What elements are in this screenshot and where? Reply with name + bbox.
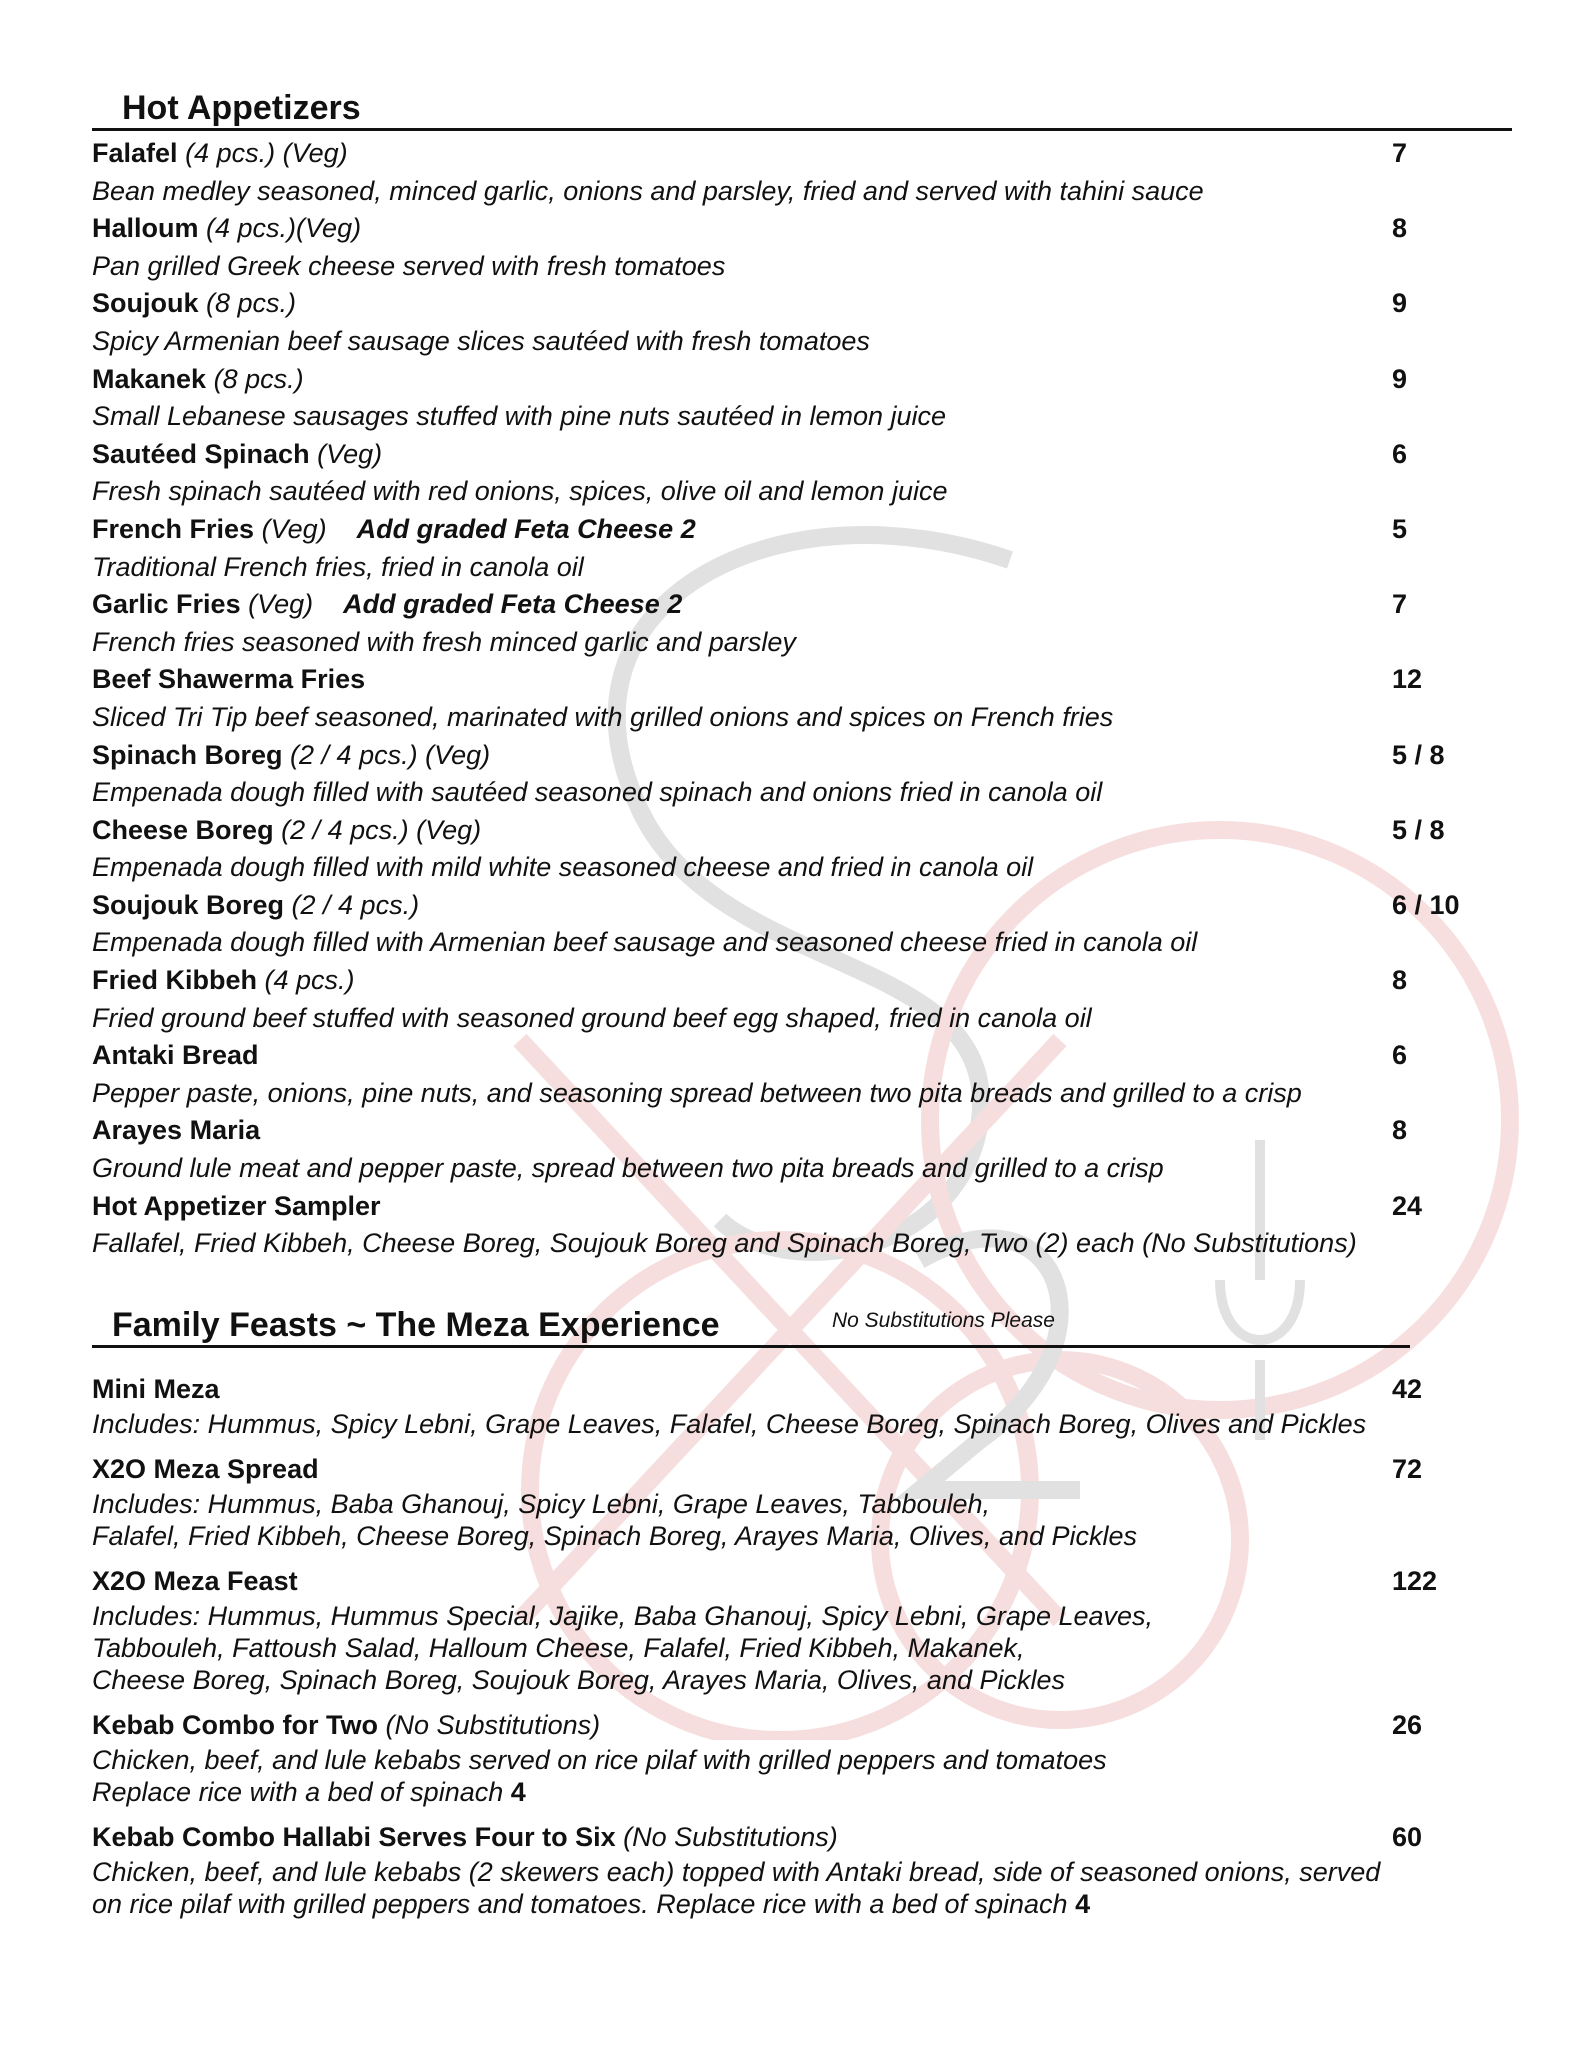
item-description: Ground lule meat and pepper paste, spread between two pita breads and grilled to a crisp	[92, 1153, 1164, 1184]
item-price: 6	[1392, 438, 1408, 469]
item-name: Kebab Combo Hallabi Serves Four to Six	[92, 1821, 616, 1852]
item-description: Empenada dough filled with mild white seasoned cheese and fried in canola oil	[92, 852, 1034, 883]
item-price: 72	[1392, 1453, 1423, 1484]
menu-item-header	[92, 586, 1492, 624]
menu-item-header	[92, 737, 1492, 775]
item-name: Arayes Maria	[92, 1115, 261, 1146]
item-price: 26	[1392, 1709, 1423, 1740]
item-price: 5 / 8	[1392, 739, 1445, 770]
menu-item-header	[92, 1706, 1492, 1744]
menu-item	[92, 511, 1492, 586]
section-title-text: Hot Appetizers	[122, 89, 361, 127]
item-qualifier: (Veg)	[248, 589, 314, 620]
item-description-line: Falafel, Fried Kibbeh, Cheese Boreg, Spinach Boreg, Arayes Maria, Olives, and Pickles	[92, 1520, 1138, 1551]
menu-item-title	[92, 1370, 220, 1408]
item-price: 6 / 10	[1392, 889, 1460, 920]
menu-item	[92, 1450, 1492, 1552]
menu-item-title	[92, 737, 490, 775]
item-addon: Add graded Feta Cheese 2	[356, 513, 696, 544]
menu-item-header	[92, 210, 1492, 248]
item-description-line: Chicken, beef, and lule kebabs (2 skewers each) topped with Antaki bread, side of seasoned onions, served	[92, 1856, 1381, 1887]
item-qualifier: (Veg)	[261, 513, 327, 544]
item-qualifier: (No Substitutions)	[385, 1709, 601, 1740]
menu-item-header	[92, 135, 1492, 173]
menu-item	[92, 361, 1492, 436]
menu-page	[92, 88, 1492, 1920]
menu-item-title	[92, 1450, 319, 1488]
item-price: 12	[1392, 664, 1423, 695]
item-description: Pepper paste, onions, pine nuts, and seasoning spread between two pita breads and grilled to a crisp	[92, 1077, 1302, 1108]
menu-item	[92, 1706, 1492, 1808]
menu-item	[92, 737, 1492, 812]
item-price: 5 / 8	[1392, 814, 1445, 845]
item-name: Kebab Combo for Two	[92, 1709, 378, 1740]
item-description-line: Includes: Hummus, Baba Ghanouj, Spicy Lebni, Grape Leaves, Tabbouleh,	[92, 1488, 991, 1519]
item-price: 8	[1392, 1115, 1408, 1146]
menu-item-header	[92, 1037, 1492, 1075]
item-description: Bean medley seasoned, minced garlic, onions and parsley, fried and served with tahini sauce	[92, 175, 1204, 206]
item-name: Cheese Boreg	[92, 814, 274, 845]
menu-item-header	[92, 1188, 1492, 1226]
item-qualifier: (8 pcs.)	[213, 363, 304, 394]
family-feasts-list	[92, 1370, 1492, 1920]
menu-item-header	[92, 1112, 1492, 1150]
menu-item-header	[92, 511, 1492, 549]
item-description: Empenada dough filled with sautéed seasoned spinach and onions fried in canola oil	[92, 777, 1103, 808]
item-name: Halloum	[92, 213, 199, 244]
item-name: Soujouk	[92, 288, 199, 319]
menu-item	[92, 285, 1492, 360]
menu-item-title	[92, 285, 296, 323]
section-title-hot-appetizers	[92, 88, 1512, 131]
item-name: Beef Shawerma Fries	[92, 664, 366, 695]
item-price: 9	[1392, 363, 1408, 394]
menu-item	[92, 135, 1492, 210]
menu-item-header	[92, 436, 1492, 474]
item-description: French fries seasoned with fresh minced garlic and parsley	[92, 626, 796, 657]
menu-item	[92, 661, 1492, 736]
menu-item-title	[92, 812, 481, 850]
item-price: 60	[1392, 1821, 1423, 1852]
menu-item-title	[92, 962, 355, 1000]
item-price: 5	[1392, 513, 1408, 544]
item-description: Fallafel, Fried Kibbeh, Cheese Boreg, Soujouk Boreg and Spinach Boreg, Two (2) each (No Substitutions)	[92, 1228, 1357, 1259]
menu-item	[92, 962, 1492, 1037]
section-note: No Substitutions Please	[832, 1308, 1055, 1332]
item-qualifier: (4 pcs.) (Veg)	[185, 138, 348, 168]
section-title-family-feasts	[92, 1305, 1410, 1348]
item-price: 122	[1392, 1565, 1438, 1596]
item-price: 7	[1392, 138, 1408, 168]
menu-item-header	[92, 1818, 1492, 1856]
menu-item-header	[92, 962, 1492, 1000]
hot-appetizers-list	[92, 135, 1492, 1263]
item-name: French Fries	[92, 513, 255, 544]
menu-item-title	[92, 1037, 259, 1075]
item-name: X2O Meza Feast	[92, 1565, 298, 1596]
menu-item-header	[92, 285, 1492, 323]
item-price: 24	[1392, 1190, 1423, 1221]
item-description: Empenada dough filled with Armenian beef sausage and seasoned cheese fried in canola oil	[92, 927, 1198, 958]
item-description-line: Includes: Hummus, Hummus Special, Jajike, Baba Ghanouj, Spicy Lebni, Grape Leaves,	[92, 1600, 1154, 1631]
item-name: Spinach Boreg	[92, 739, 283, 770]
menu-item	[92, 586, 1492, 661]
item-description: Pan grilled Greek cheese served with fresh tomatoes	[92, 250, 726, 281]
item-price: 42	[1392, 1373, 1423, 1404]
item-name: Fried Kibbeh	[92, 965, 258, 996]
menu-item-header	[92, 812, 1492, 850]
item-description-line: Includes: Hummus, Spicy Lebni, Grape Leaves, Falafel, Cheese Boreg, Spinach Boreg, Olives and Pickles	[92, 1408, 1367, 1439]
menu-item	[92, 436, 1492, 511]
item-name: Sautéed Spinach	[92, 438, 310, 469]
item-replace-line	[92, 1776, 1492, 1808]
menu-item-header	[92, 661, 1492, 699]
menu-item-title	[92, 887, 419, 925]
menu-item-title	[92, 1112, 260, 1150]
menu-item-title	[92, 436, 382, 474]
menu-item-title	[92, 210, 361, 248]
menu-item-title	[92, 361, 304, 399]
menu-item	[92, 1370, 1492, 1440]
item-price: 8	[1392, 213, 1408, 244]
menu-item-title	[92, 1706, 600, 1744]
item-name: Falafel	[92, 138, 178, 168]
item-price: 8	[1392, 965, 1408, 996]
item-description-line: Tabbouleh, Fattoush Salad, Halloum Cheese, Falafel, Fried Kibbeh, Makanek,	[92, 1632, 1025, 1663]
menu-item	[92, 812, 1492, 887]
replace-text: on rice pilaf with grilled peppers and tomatoes. Replace rice with a bed of spinach	[92, 1888, 1068, 1919]
menu-item-header	[92, 1562, 1492, 1600]
menu-item-header	[92, 1370, 1492, 1408]
item-name: Mini Meza	[92, 1373, 220, 1404]
menu-item-header	[92, 361, 1492, 399]
menu-item-title	[92, 1818, 838, 1856]
menu-item-title	[92, 586, 682, 624]
item-name: Makanek	[92, 363, 207, 394]
item-description: Sliced Tri Tip beef seasoned, marinated with grilled onions and spices on French fries	[92, 701, 1114, 732]
item-price: 9	[1392, 288, 1408, 319]
item-qualifier: (8 pcs.)	[206, 288, 297, 319]
menu-item	[92, 210, 1492, 285]
item-replace-line	[92, 1888, 1492, 1920]
menu-item-title	[92, 1562, 298, 1600]
item-name: Antaki Bread	[92, 1040, 259, 1071]
item-description-line: Cheese Boreg, Spinach Boreg, Soujouk Boreg, Arayes Maria, Olives, and Pickles	[92, 1664, 1066, 1695]
menu-item	[92, 1112, 1492, 1187]
item-name: X2O Meza Spread	[92, 1453, 319, 1484]
replace-price: 4	[1075, 1888, 1091, 1919]
menu-item	[92, 1818, 1492, 1920]
item-qualifier: (Veg)	[317, 438, 383, 469]
item-qualifier: (2 / 4 pcs.) (Veg)	[281, 814, 482, 845]
item-description: Fried ground beef stuffed with seasoned ground beef egg shaped, fried in canola oil	[92, 1002, 1092, 1033]
item-description: Spicy Armenian beef sausage slices sautéed with fresh tomatoes	[92, 325, 870, 356]
item-description-line: Chicken, beef, and lule kebabs served on rice pilaf with grilled peppers and tomatoes	[92, 1744, 1107, 1775]
item-addon: Add graded Feta Cheese 2	[343, 589, 683, 620]
item-name: Hot Appetizer Sampler	[92, 1190, 381, 1221]
item-description: Traditional French fries, fried in canola oil	[92, 551, 584, 582]
menu-item-title	[92, 1188, 381, 1226]
item-qualifier: (4 pcs.)(Veg)	[206, 213, 362, 244]
item-price: 6	[1392, 1040, 1408, 1071]
item-name: Soujouk Boreg	[92, 889, 285, 920]
menu-item-title	[92, 661, 365, 699]
section-title-text: Family Feasts ~ The Meza Experience	[112, 1305, 720, 1344]
menu-item	[92, 1188, 1492, 1263]
item-description: Small Lebanese sausages stuffed with pine nuts sautéed in lemon juice	[92, 401, 947, 432]
menu-item-title	[92, 511, 696, 549]
menu-item-header	[92, 1450, 1492, 1488]
item-qualifier: (2 / 4 pcs.) (Veg)	[290, 739, 491, 770]
item-name: Garlic Fries	[92, 589, 241, 620]
menu-item	[92, 1037, 1492, 1112]
menu-item	[92, 887, 1492, 962]
item-qualifier: (4 pcs.)	[264, 965, 355, 996]
item-description: Fresh spinach sautéed with red onions, spices, olive oil and lemon juice	[92, 476, 948, 507]
replace-text: Replace rice with a bed of spinach	[92, 1776, 504, 1807]
replace-price: 4	[510, 1776, 526, 1807]
item-qualifier: (No Substitutions)	[623, 1821, 838, 1852]
menu-item-header	[92, 887, 1492, 925]
item-qualifier: (2 / 4 pcs.)	[291, 889, 420, 920]
menu-item	[92, 1562, 1492, 1696]
menu-item-title	[92, 135, 348, 173]
item-price: 7	[1392, 589, 1408, 620]
